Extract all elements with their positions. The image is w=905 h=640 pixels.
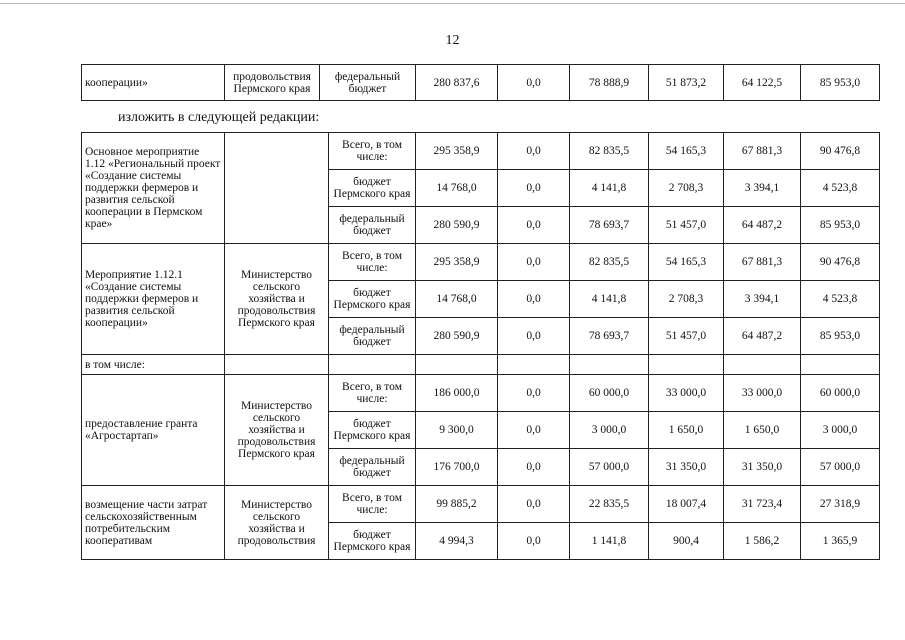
value-cell: 54 165,3 <box>649 133 724 170</box>
value-cell: 1 586,2 <box>724 523 801 560</box>
value-cell: 3 000,0 <box>570 412 649 449</box>
value-cell: 22 835,5 <box>570 486 649 523</box>
intro-text: изложить в следующей редакции: <box>118 110 320 125</box>
value-cell: 0,0 <box>498 523 570 560</box>
value-cell: 4 994,3 <box>416 523 498 560</box>
table-row <box>82 133 880 170</box>
value-cell: 14 768,0 <box>416 281 498 318</box>
value-cell: 31 350,0 <box>724 449 801 486</box>
empty-cell <box>329 355 416 375</box>
value-cell: 64 122,5 <box>724 65 801 101</box>
value-cell: 2 708,3 <box>649 170 724 207</box>
value-cell: 0,0 <box>498 318 570 355</box>
value-cell: 0,0 <box>498 170 570 207</box>
empty-cell <box>570 355 649 375</box>
value-cell: 33 000,0 <box>724 375 801 412</box>
value-cell: 280 590,9 <box>416 318 498 355</box>
empty-cell <box>649 355 724 375</box>
budget-table <box>81 132 880 560</box>
value-cell: 99 885,2 <box>416 486 498 523</box>
value-cell: 64 487,2 <box>724 207 801 244</box>
row-source: федеральный бюджет <box>320 65 416 101</box>
value-cell: 57 000,0 <box>570 449 649 486</box>
value-cell: 51 457,0 <box>649 318 724 355</box>
value-cell: 186 000,0 <box>416 375 498 412</box>
table-row <box>82 486 880 523</box>
table-row <box>82 355 880 375</box>
value-cell: 82 835,5 <box>570 133 649 170</box>
block-name: предоставление гранта «Агростартап» <box>82 375 225 486</box>
value-cell: 78 888,9 <box>570 65 649 101</box>
row-source: Всего, в том числе: <box>329 486 416 523</box>
block-name: возмещение части затрат сельскохозяйственным потребительским кооперативам <box>82 486 225 560</box>
value-cell: 85 953,0 <box>801 207 880 244</box>
row-source: бюджет Пермского края <box>329 170 416 207</box>
value-cell: 31 350,0 <box>649 449 724 486</box>
empty-cell <box>801 355 880 375</box>
value-cell: 0,0 <box>498 449 570 486</box>
empty-cell <box>416 355 498 375</box>
separator-label: в том числе: <box>82 355 225 375</box>
value-cell: 27 318,9 <box>801 486 880 523</box>
value-cell: 0,0 <box>498 133 570 170</box>
value-cell: 4 141,8 <box>570 170 649 207</box>
block-organization <box>225 133 329 244</box>
block-organization: Министерство сельского хозяйства и продовольствия <box>225 486 329 560</box>
row-source: бюджет Пермского края <box>329 412 416 449</box>
value-cell: 9 300,0 <box>416 412 498 449</box>
block-organization: Министерство сельского хозяйства и продовольствия Пермского края <box>225 375 329 486</box>
value-cell: 1 365,9 <box>801 523 880 560</box>
value-cell: 3 000,0 <box>801 412 880 449</box>
row-source: федеральный бюджет <box>329 207 416 244</box>
table-row <box>82 65 880 101</box>
value-cell: 90 476,8 <box>801 244 880 281</box>
value-cell: 4 523,8 <box>801 281 880 318</box>
value-cell: 82 835,5 <box>570 244 649 281</box>
value-cell: 67 881,3 <box>724 244 801 281</box>
value-cell: 18 007,4 <box>649 486 724 523</box>
value-cell: 64 487,2 <box>724 318 801 355</box>
value-cell: 85 953,0 <box>801 318 880 355</box>
row-source: Всего, в том числе: <box>329 244 416 281</box>
table-row <box>82 244 880 281</box>
value-cell: 0,0 <box>498 486 570 523</box>
block-name: Основное мероприятие 1.12 «Региональный проект «Создание системы поддержки фермеров и развития сельской кооперации в Пермском крае» <box>82 133 225 244</box>
value-cell: 176 700,0 <box>416 449 498 486</box>
row-source: Всего, в том числе: <box>329 133 416 170</box>
value-cell: 900,4 <box>649 523 724 560</box>
row-source: бюджет Пермского края <box>329 281 416 318</box>
row-source: федеральный бюджет <box>329 318 416 355</box>
empty-cell <box>724 355 801 375</box>
value-cell: 85 953,0 <box>801 65 880 101</box>
value-cell: 90 476,8 <box>801 133 880 170</box>
value-cell: 3 394,1 <box>724 170 801 207</box>
value-cell: 280 590,9 <box>416 207 498 244</box>
value-cell: 2 708,3 <box>649 281 724 318</box>
row-name: кооперации» <box>82 65 225 101</box>
value-cell: 0,0 <box>498 207 570 244</box>
value-cell: 67 881,3 <box>724 133 801 170</box>
value-cell: 280 837,6 <box>416 65 498 101</box>
value-cell: 0,0 <box>498 375 570 412</box>
value-cell: 0,0 <box>498 412 570 449</box>
top-edge-line <box>0 0 905 4</box>
value-cell: 1 650,0 <box>649 412 724 449</box>
continued-table <box>81 64 880 101</box>
empty-cell <box>225 355 329 375</box>
value-cell: 51 873,2 <box>649 65 724 101</box>
value-cell: 60 000,0 <box>570 375 649 412</box>
value-cell: 295 358,9 <box>416 244 498 281</box>
row-organization: продовольствия Пермского края <box>225 65 320 101</box>
value-cell: 78 693,7 <box>570 318 649 355</box>
value-cell: 60 000,0 <box>801 375 880 412</box>
row-source: федеральный бюджет <box>329 449 416 486</box>
value-cell: 51 457,0 <box>649 207 724 244</box>
row-source: Всего, в том числе: <box>329 375 416 412</box>
value-cell: 57 000,0 <box>801 449 880 486</box>
empty-cell <box>498 355 570 375</box>
value-cell: 295 358,9 <box>416 133 498 170</box>
page-number: 12 <box>445 33 460 48</box>
row-source: бюджет Пермского края <box>329 523 416 560</box>
block-name: Мероприятие 1.12.1 «Создание системы поддержки фермеров и развития сельской кооперации» <box>82 244 225 355</box>
value-cell: 78 693,7 <box>570 207 649 244</box>
value-cell: 31 723,4 <box>724 486 801 523</box>
table-row <box>82 375 880 412</box>
value-cell: 1 141,8 <box>570 523 649 560</box>
value-cell: 0,0 <box>498 281 570 318</box>
value-cell: 4 523,8 <box>801 170 880 207</box>
value-cell: 33 000,0 <box>649 375 724 412</box>
value-cell: 1 650,0 <box>724 412 801 449</box>
block-organization: Министерство сельского хозяйства и продовольствия Пермского края <box>225 244 329 355</box>
value-cell: 14 768,0 <box>416 170 498 207</box>
value-cell: 3 394,1 <box>724 281 801 318</box>
value-cell: 54 165,3 <box>649 244 724 281</box>
value-cell: 0,0 <box>498 65 570 101</box>
value-cell: 4 141,8 <box>570 281 649 318</box>
value-cell: 0,0 <box>498 244 570 281</box>
